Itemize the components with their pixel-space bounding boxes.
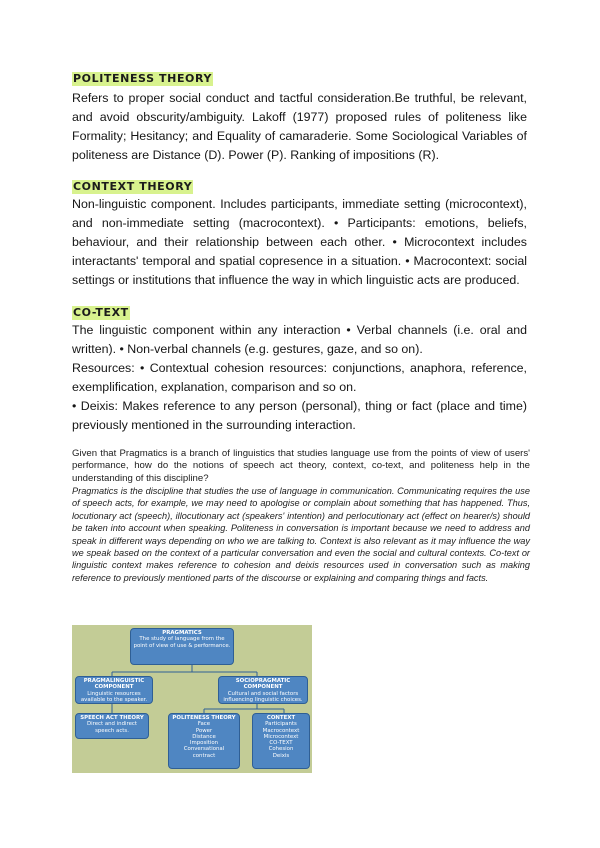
context-node-line: CO-TEXT bbox=[269, 740, 293, 747]
speech-act-theory-node bbox=[75, 713, 149, 739]
co-text-heading: CO-TEXT bbox=[73, 306, 129, 319]
context-theory-body: Non-linguistic component. Includes participants, immediate setting (microcontext), and non-immediate setting (macrocontext). • Participants: emotions, beliefs, behaviour, and their relationship between each other. • Microcontext includes interactants' temporal and spatial copresence in a situation. • Macrocontext: social settings or institutions that influence the way in which linguistic acts are produced. bbox=[72, 197, 527, 287]
politeness-node-line: contract bbox=[192, 752, 216, 759]
context-node bbox=[252, 713, 310, 769]
speech-act-node-line: Direct and indirect speech acts. bbox=[86, 721, 138, 734]
co-text-paragraph-1: The linguistic component within any interaction • Verbal channels (i.e. oral and written). • Non-verbal channels (e.g. gestures, gaze, and so on). bbox=[72, 323, 527, 356]
politeness-theory-node bbox=[168, 713, 240, 769]
co-text-paragraph-3: • Deixis: Makes reference to any person (personal), thing or fact (place and time) previously mentioned in the surrounding interaction. bbox=[72, 399, 527, 432]
context-theory-heading: CONTEXT THEORY bbox=[73, 180, 193, 193]
pragmatics-diagram bbox=[72, 625, 312, 773]
politeness-node-line: Face bbox=[197, 721, 211, 728]
context-node-line: Macrocontext bbox=[262, 727, 300, 734]
pragmatics-node-line: The study of language from the bbox=[139, 636, 225, 643]
pragmalinguistic-node bbox=[75, 676, 153, 704]
politeness-node-title: POLITENESS THEORY bbox=[172, 715, 236, 721]
context-node-line: Microcontext bbox=[263, 733, 299, 740]
context-node-line: Deixis bbox=[272, 752, 290, 759]
politeness-node-line: Distance bbox=[192, 733, 216, 740]
politeness-theory-body: Refers to proper social conduct and tactful consideration.Be truthful, be relevant, and avoid obscurity/ambiguity. Lakoff (1977) proposed rules of politeness like Formality; Hesitancy; and Equality of camaraderie. Some Sociological Variables of politeness are Distance (D). Power (P). Ranking of impositions (R). bbox=[72, 91, 527, 162]
pragmatics-node-title: PRAGMATICS bbox=[162, 630, 202, 636]
sociopragmatic-node-line: Cultural and social factors influencing linguistic choices. bbox=[223, 690, 303, 703]
context-node-title: CONTEXT bbox=[266, 715, 296, 721]
essay-question: Given that Pragmatics is a branch of linguistics that studies language use from the points of view of users' performance, how do the notions of speech act theory, context, co-text, and politeness help in the understanding of this discipline? bbox=[72, 448, 530, 484]
pragmatics-node bbox=[130, 628, 234, 665]
context-node-line: Participants bbox=[265, 721, 297, 728]
speech-act-node-title: SPEECH ACT THEORY bbox=[80, 715, 144, 721]
politeness-node-line: Power bbox=[195, 727, 213, 734]
context-node-line: Cohesion bbox=[268, 746, 294, 753]
politeness-theory-heading: POLITENESS THEORY bbox=[73, 72, 213, 85]
sociopragmatic-node bbox=[218, 676, 308, 704]
pragmalinguistic-node-title: PRAGMALINGUISTIC COMPONENT bbox=[83, 678, 145, 691]
co-text-paragraph-2: Resources: • Contextual cohesion resources: conjunctions, anaphora, reference, exemplification, explanation, comparison and so on. bbox=[72, 361, 527, 394]
sociopragmatic-node-title: SOCIOPRAGMATIC COMPONENT bbox=[235, 678, 291, 691]
politeness-node-line: Imposition bbox=[189, 740, 219, 747]
politeness-node-line: Conversational bbox=[183, 746, 225, 753]
essay-answer: Pragmatics is the discipline that studies the use of language in communication. Communicating requires the use of speech acts, for example, we may need to apologise or complain about something that has happened. Thus, locutionary act (speech), illocutionary act (speakers' intention) and perlocutionary act (effect on hearer/s) should be taken into account when speaking. Politeness in conversation is important because we need to address and speak in different ways depending on who we are talking to. Context is also relevant as it may influence the way we speak based on the context of a particular conversation and even the social and cultural contexts. Co-text or linguistic context makes reference to cohesion and deixis resources used in conversation such as making reference to previously mentioned parts of the discourse or explaining and comparing things and facts. bbox=[72, 486, 530, 583]
pragmalinguistic-node-line: Linguistic resources available to the speaker. bbox=[80, 690, 148, 703]
pragmatics-node-line: point of view of use & performance. bbox=[133, 642, 231, 649]
